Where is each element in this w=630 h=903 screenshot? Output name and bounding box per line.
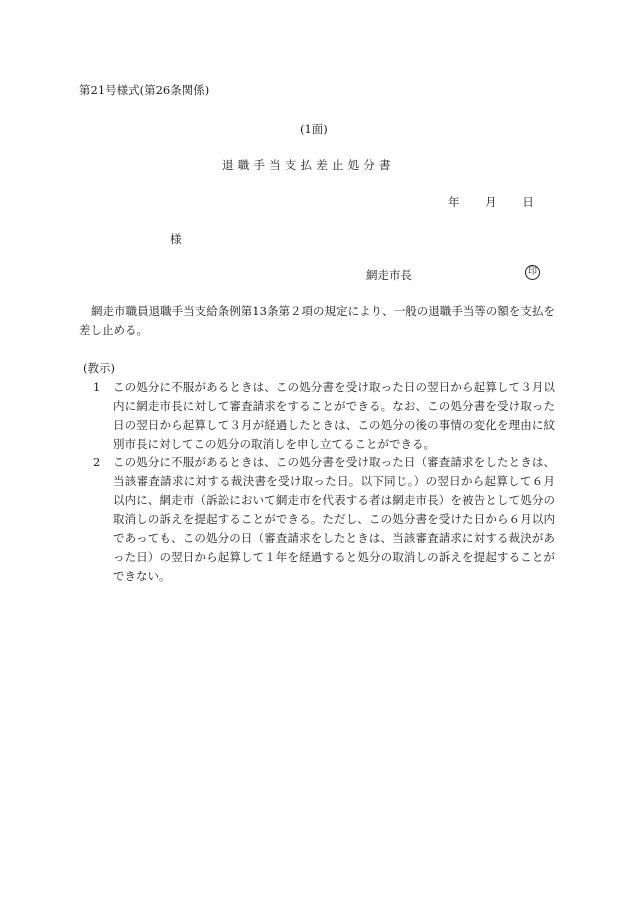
note-text: この処分に不服があるときは、この処分書を受け取った日の翌日から起算して３月以内に網走市長に対して審査請求をすることができる。なお、この処分書を受け取った日の翌日から起算して３月が経過したときは、この処分の後の事情の変化を理由に紋別市長に対してこの処分の取消しを申し立てることができる。 (113, 380, 555, 451)
note-number: 1 (93, 380, 101, 394)
page-indicator: (1面) (300, 122, 328, 136)
notes-heading: (教示) (83, 361, 115, 375)
note-item (93, 378, 555, 454)
date-month-label: 月 (485, 195, 497, 209)
addressee-line: 様 (170, 232, 182, 246)
body-paragraph: 網走市職員退職手当支給条例第13条第２項の規定により、一般の退職手当等の額を支払を差し止める。 (79, 304, 555, 337)
issuer-name: 網走市長 (366, 268, 412, 282)
document-title: 退職手当支払差止処分書 (222, 158, 395, 172)
date-year-label: 年 (448, 195, 460, 209)
seal-mark: 印 (525, 265, 540, 280)
date-line (448, 194, 534, 210)
note-number: 2 (93, 455, 101, 469)
date-day-label: 日 (522, 195, 534, 209)
note-text: この処分に不服があるときは、この処分書を受け取った日（審査請求をしたときは、当該審査請求に対する裁決書を受け取った日。以下同じ。）の翌日から起算して６月以内に、網走市（訴訟において網走市を代表する者は網走市長）を被告として処分の取消しの訴えを提起することができる。ただし、この処分書を受けた日から６月以内であっても、この処分の日（審査請求をしたときは、当該審査請求に対する裁決があった日）の翌日から起算して１年を経過すると処分の取消しの訴えを提起することができない。 (113, 455, 555, 583)
note-item (93, 453, 555, 586)
form-number-label: 第21号様式(第26条関係) (79, 83, 210, 97)
